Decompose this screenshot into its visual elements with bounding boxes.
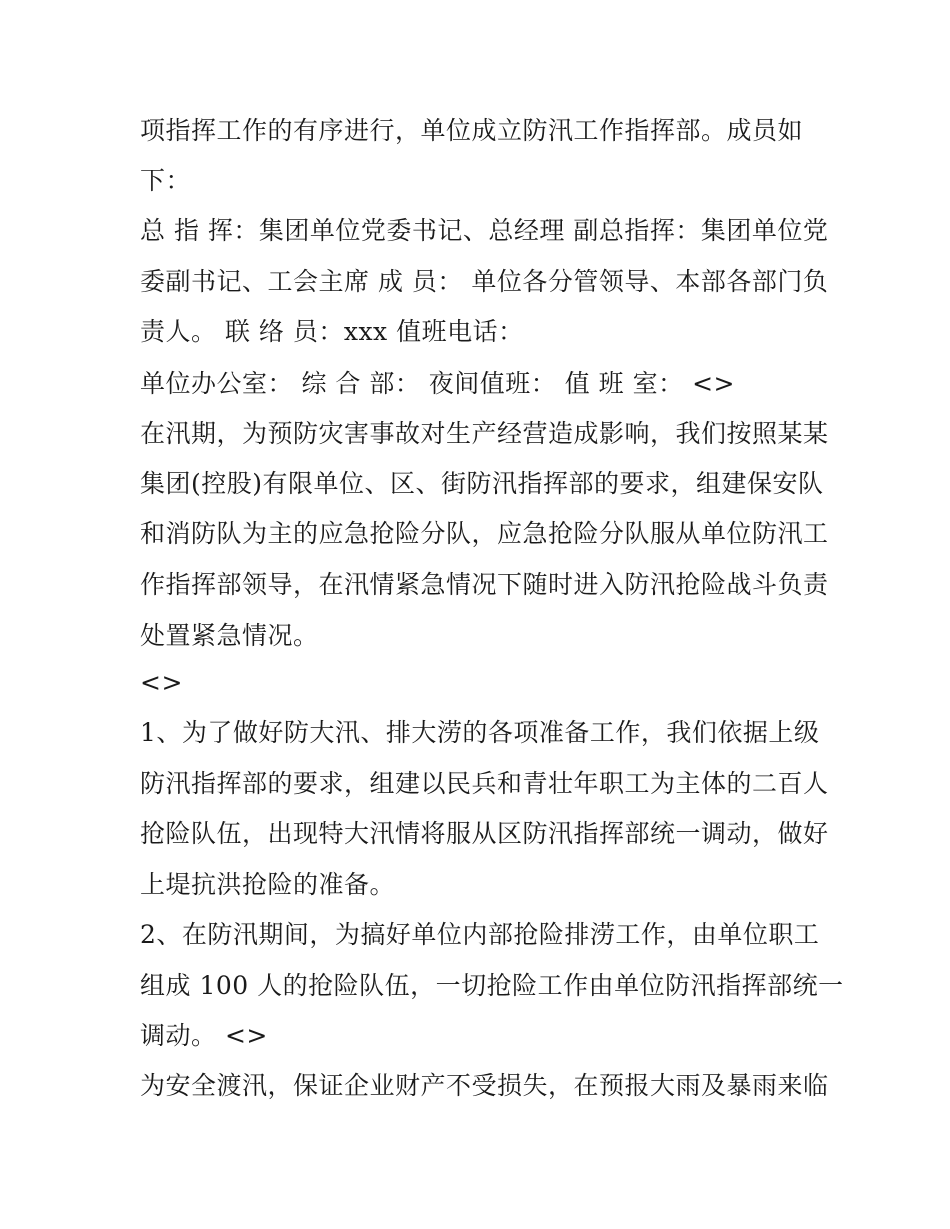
text-line: 处置紧急情况。 — [140, 621, 319, 650]
text-line: 责人。 联 络 员：xxx 值班电话： — [140, 317, 524, 346]
text-line: 抢险队伍，出现特大汛情将服从区防汛指挥部统一调动，做好 — [140, 819, 829, 848]
text-line: 组成 100 人的抢险队伍，一切抢险工作由单位防汛指挥部统一 — [140, 971, 844, 1000]
text-line: 2、在防汛期间，为搞好单位内部抢险排涝工作，由单位职工 — [140, 920, 820, 949]
text-line: 单位办公室： 综 合 部： 夜间值班： 值 班 室： <> — [140, 369, 735, 398]
text-line: 防汛指挥部的要求，组建以民兵和青壮年职工为主体的二百人 — [140, 769, 829, 798]
text-line: 作指挥部领导，在汛情紧急情况下随时进入防汛抢险战斗负责 — [140, 570, 829, 599]
text-line: 上堤抗洪抢险的准备。 — [140, 870, 396, 899]
text-line: 在汛期，为预防灾害事故对生产经营造成影响，我们按照某某 — [140, 419, 829, 448]
text-line: 1、为了做好防大汛、排大涝的各项准备工作，我们依据上级 — [140, 718, 820, 747]
text-line: 和消防队为主的应急抢险分队，应急抢险分队服从单位防汛工 — [140, 519, 829, 548]
text-line: 为安全渡汛，保证企业财产不受损失，在预报大雨及暴雨来临 — [140, 1071, 829, 1100]
text-line: 调动。 <> — [140, 1021, 268, 1050]
text-line: 下： — [140, 166, 192, 195]
text-line: 总 指 挥：集团单位党委书记、总经理 副总指挥：集团单位党 — [140, 216, 829, 245]
text-line: 集团(控股)有限单位、区、街防汛指挥部的要求，组建保安队 — [140, 469, 824, 498]
text-line: <> — [140, 668, 183, 697]
text-line: 委副书记、工会主席 成 员： 单位各分管领导、本部各部门负 — [140, 267, 829, 296]
text-line: 项指挥工作的有序进行，单位成立防汛工作指挥部。成员如 — [140, 116, 804, 145]
